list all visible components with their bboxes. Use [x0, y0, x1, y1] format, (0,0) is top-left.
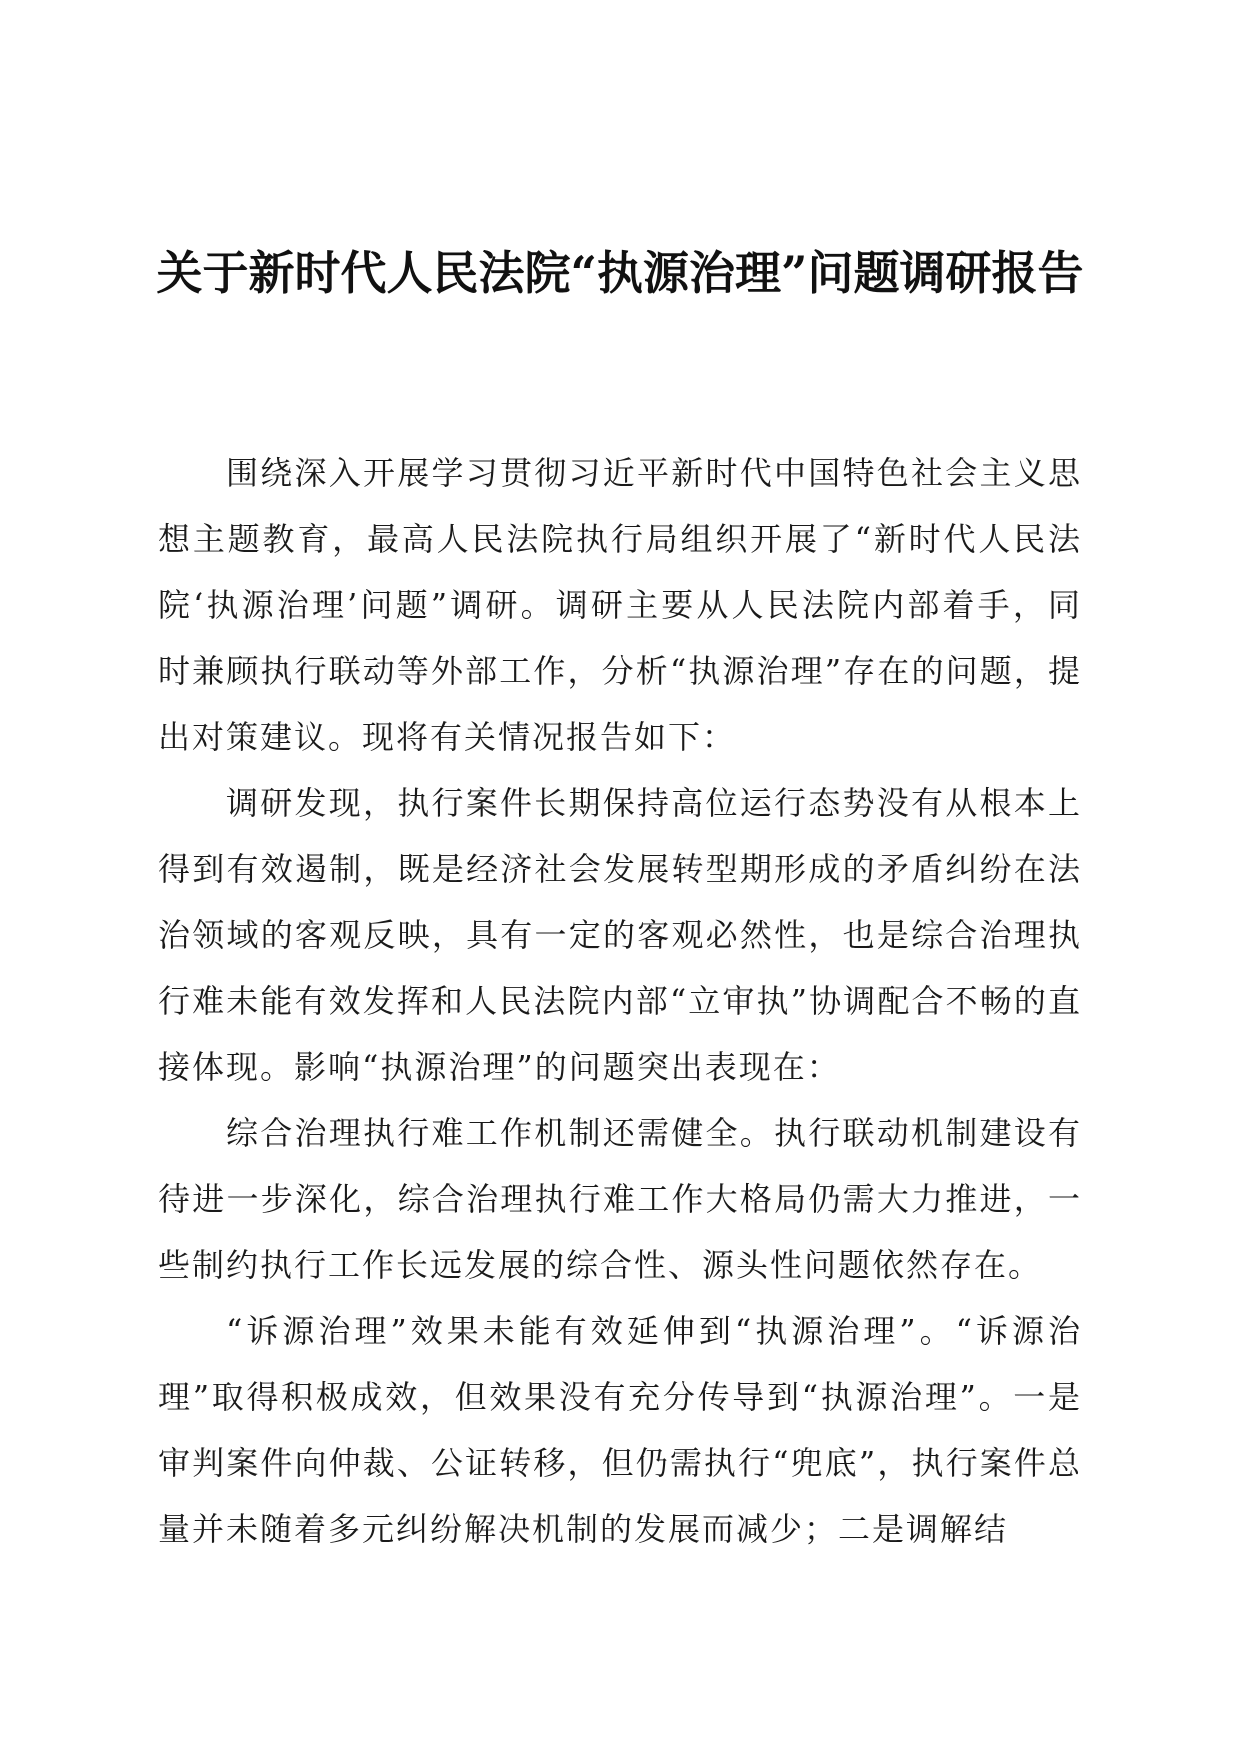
document-title: 关于新时代人民法院“执源治理”问题调研报告: [156, 246, 1084, 300]
paragraph-intro: 围绕深入开展学习贯彻习近平新时代中国特色社会主义思想主题教育，最高人民法院执行局组织开展了“新时代人民法院‘执源治理’问题”调研。调研主要从人民法院内部着手，同时兼顾执行联动等外部工作，分析“执源治理”存在的问题，提出对策建议。现将有关情况报告如下：: [158, 454, 1082, 756]
document-body: [158, 440, 1082, 1562]
paragraph-litigation-source: “诉源治理”效果未能有效延伸到“执源治理”。“诉源治理”取得积极成效，但效果没有充分传导到“执源治理”。一是审判案件向仲裁、公证转移，但仍需执行“兜底”，执行案件总量并未随着多元纠纷解决机制的发展而减少；二是调解结: [158, 1312, 1082, 1548]
paragraph-findings: 调研发现，执行案件长期保持高位运行态势没有从根本上得到有效遏制，既是经济社会发展转型期形成的矛盾纠纷在法治领域的客观反映，具有一定的客观必然性，也是综合治理执行难未能有效发挥和人民法院内部“立审执”协调配合不畅的直接体现。影响“执源治理”的问题突出表现在：: [158, 784, 1082, 1086]
paragraph-mechanism: 综合治理执行难工作机制还需健全。执行联动机制建设有待进一步深化，综合治理执行难工作大格局仍需大力推进，一些制约执行工作长远发展的综合性、源头性问题依然存在。: [158, 1114, 1082, 1284]
